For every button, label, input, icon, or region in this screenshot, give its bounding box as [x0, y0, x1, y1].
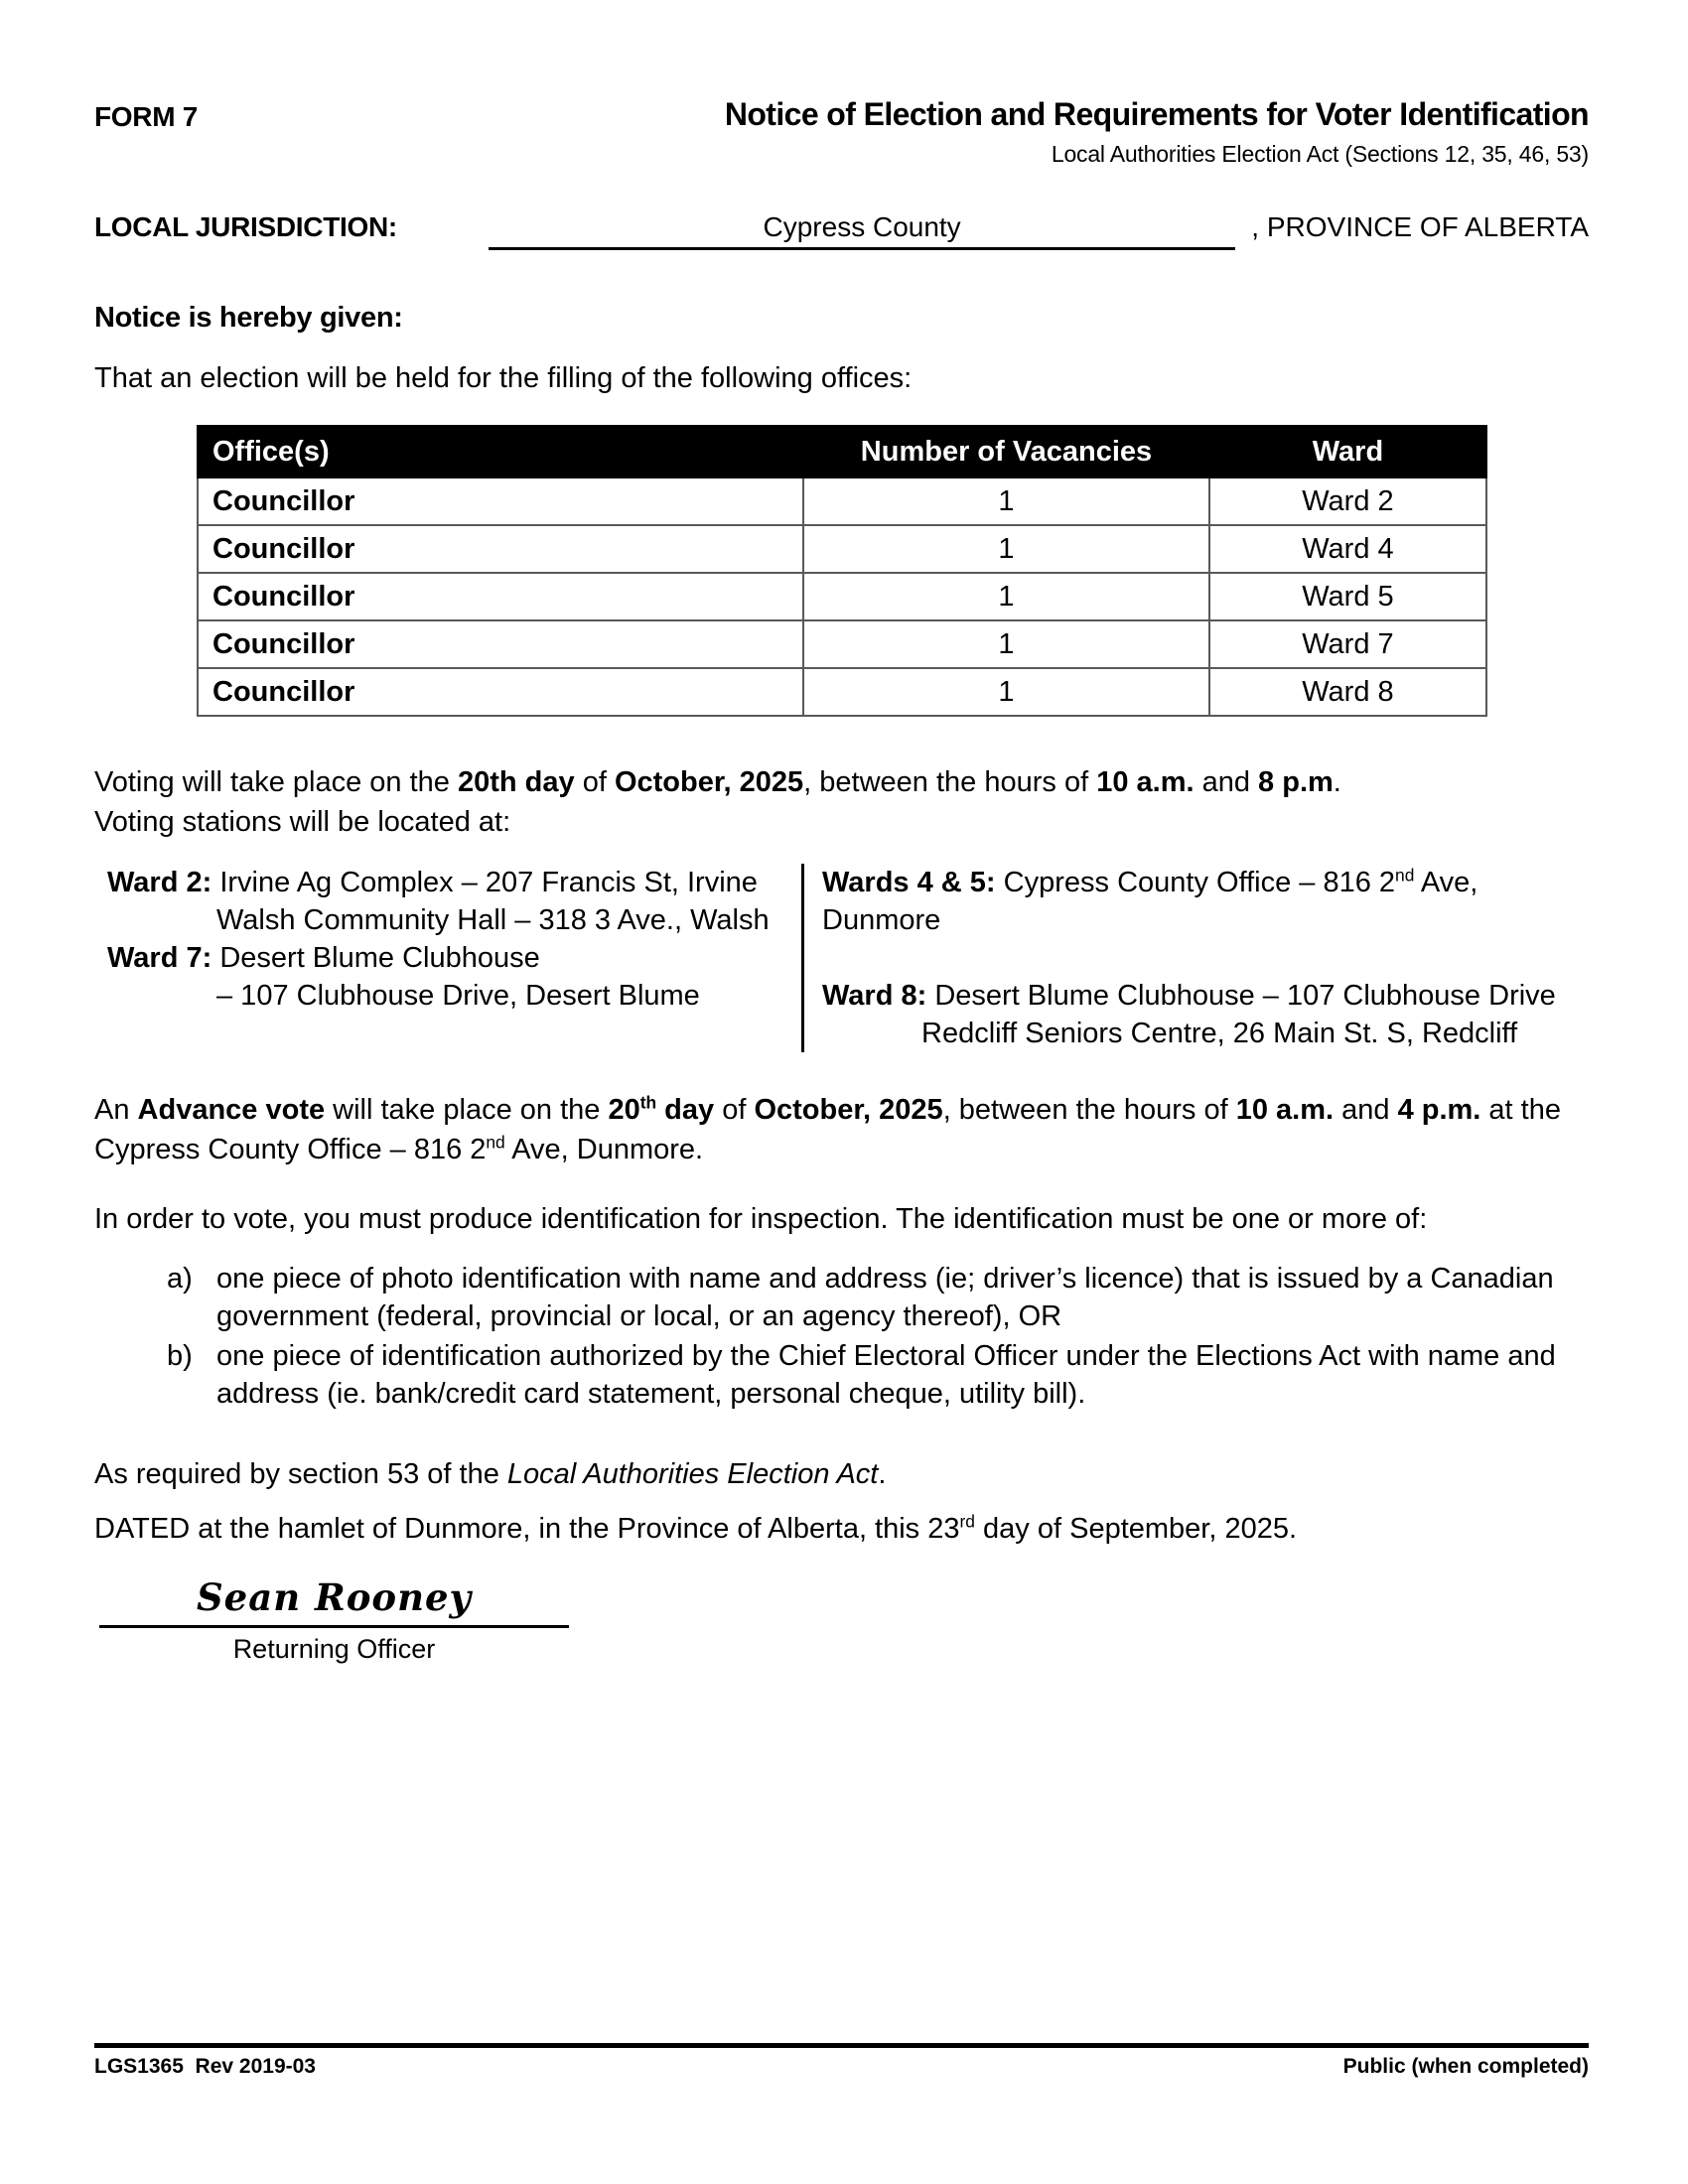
vacancies-cell: 1	[803, 478, 1209, 525]
document-header	[94, 0, 1589, 168]
notice-intro: That an election will be held for the filling of the following offices:	[94, 362, 913, 395]
advance-vote-line-1: An Advance vote will take place on the 20th day of October, 2025, between the hours of 10 a.m. and 4 p.m. at the	[94, 1092, 1561, 1127]
identification-list	[94, 1260, 1589, 1413]
jurisdiction-suffix: , PROVINCE OF ALBERTA	[1251, 211, 1589, 243]
dated-line: DATED at the hamlet of Dunmore, in the Province of Alberta, this 23rd day of September, 2025.	[94, 1511, 1298, 1546]
voting-locations-block	[94, 864, 1589, 1052]
location-line-ward7: Ward 7: Desert Blume Clubhouse	[107, 942, 540, 975]
jurisdiction-value: Cypress County	[763, 211, 961, 243]
ward-cell: Ward 4	[1209, 525, 1486, 573]
table-row	[198, 478, 1486, 525]
office-cell: Councillor	[198, 478, 803, 525]
ward-cell: Ward 8	[1209, 668, 1486, 716]
list-item-a	[167, 1260, 1589, 1335]
office-cell: Councillor	[198, 573, 803, 620]
office-cell: Councillor	[198, 668, 803, 716]
table-row	[198, 620, 1486, 668]
voting-stations-line: Voting stations will be located at:	[94, 806, 511, 839]
list-item-text	[216, 1337, 1589, 1413]
ward-cell: Ward 5	[1209, 573, 1486, 620]
jurisdiction-row	[94, 211, 1589, 250]
voting-date-line: Voting will take place on the 20th day of October, 2025, between the hours of 10 a.m. and 8 p.m.	[94, 766, 1341, 799]
ward-cell: Ward 2	[1209, 478, 1486, 525]
offices-table	[197, 425, 1487, 717]
table-row	[198, 668, 1486, 716]
advance-vote-line-2: Cypress County Office – 816 2nd Ave, Dunmore.	[94, 1132, 704, 1166]
list-marker: a)	[167, 1263, 193, 1296]
vacancies-column-header: Number of Vacancies	[803, 426, 1209, 478]
document-subtitle: Local Authorities Election Act (Sections 12, 35, 46, 53)	[1051, 141, 1589, 168]
location-line-walsh: Walsh Community Hall – 318 3 Ave., Walsh	[216, 904, 770, 937]
table-row	[198, 525, 1486, 573]
voting-paragraph	[94, 762, 1589, 842]
document-title: Notice of Election and Requirements for Voter Identification	[724, 96, 1589, 132]
vacancies-cell: 1	[803, 525, 1209, 573]
returning-officer-label: Returning Officer	[232, 1634, 436, 1665]
list-item-text	[216, 1260, 1589, 1335]
vacancies-cell: 1	[803, 620, 1209, 668]
table-row	[198, 573, 1486, 620]
signature-block	[99, 1575, 569, 1665]
list-item-b	[167, 1337, 1589, 1413]
title-block	[725, 95, 1589, 168]
item-a-line-2: government (federal, provincial or local, or an agency thereof), OR	[216, 1300, 1062, 1333]
page-footer	[94, 2043, 1589, 2079]
advance-vote-paragraph	[94, 1090, 1589, 1169]
vacancies-cell: 1	[803, 573, 1209, 620]
location-line-ward2: Ward 2: Irvine Ag Complex – 207 Francis St, Irvine	[107, 867, 758, 899]
form-number-label: FORM 7	[94, 101, 198, 132]
office-column-header: Office(s)	[198, 426, 803, 478]
location-line-ward8: Ward 8: Desert Blume Clubhouse – 107 Clubhouse Drive	[822, 980, 1556, 1013]
item-a-line-1: one piece of photo identification with name and address (ie; driver’s licence) that is issued by a Canadian	[216, 1263, 1554, 1296]
location-line-ward7-address: – 107 Clubhouse Drive, Desert Blume	[216, 980, 700, 1013]
signature-name: Sean Rooney	[99, 1575, 569, 1628]
list-marker: b)	[167, 1340, 193, 1373]
location-line-redcliff: Redcliff Seniors Centre, 26 Main St. S, Redcliff	[921, 1018, 1518, 1050]
vacancies-cell: 1	[803, 668, 1209, 716]
office-cell: Councillor	[198, 620, 803, 668]
table-header-row	[198, 426, 1486, 478]
locations-spacer	[822, 939, 1589, 977]
footer-classification: Public (when completed)	[1342, 2055, 1589, 2078]
identification-intro: In order to vote, you must produce identification for inspection. The identification must be one or more of:	[94, 1203, 1428, 1236]
notice-heading: Notice is hereby given:	[94, 302, 403, 335]
ward-cell: Ward 7	[1209, 620, 1486, 668]
item-b-line-2: address (ie. bank/credit card statement, personal cheque, utility bill).	[216, 1378, 1086, 1411]
footer-form-code: LGS1365 Rev 2019-03	[94, 2055, 316, 2078]
locations-right-column	[804, 864, 1589, 1052]
jurisdiction-label: LOCAL JURISDICTION:	[94, 211, 397, 243]
item-b-line-1: one piece of identification authorized by the Chief Electoral Officer under the Elections Act with name and	[216, 1340, 1556, 1373]
ward-column-header: Ward	[1209, 426, 1486, 478]
section-53-line: As required by section 53 of the Local Authorities Election Act.	[94, 1458, 887, 1491]
location-line-wards4-5: Wards 4 & 5: Cypress County Office – 816 2nd Ave, Dunmore	[822, 865, 1478, 937]
jurisdiction-underline-field	[489, 211, 1235, 250]
office-cell: Councillor	[198, 525, 803, 573]
locations-left-column	[94, 864, 801, 1052]
